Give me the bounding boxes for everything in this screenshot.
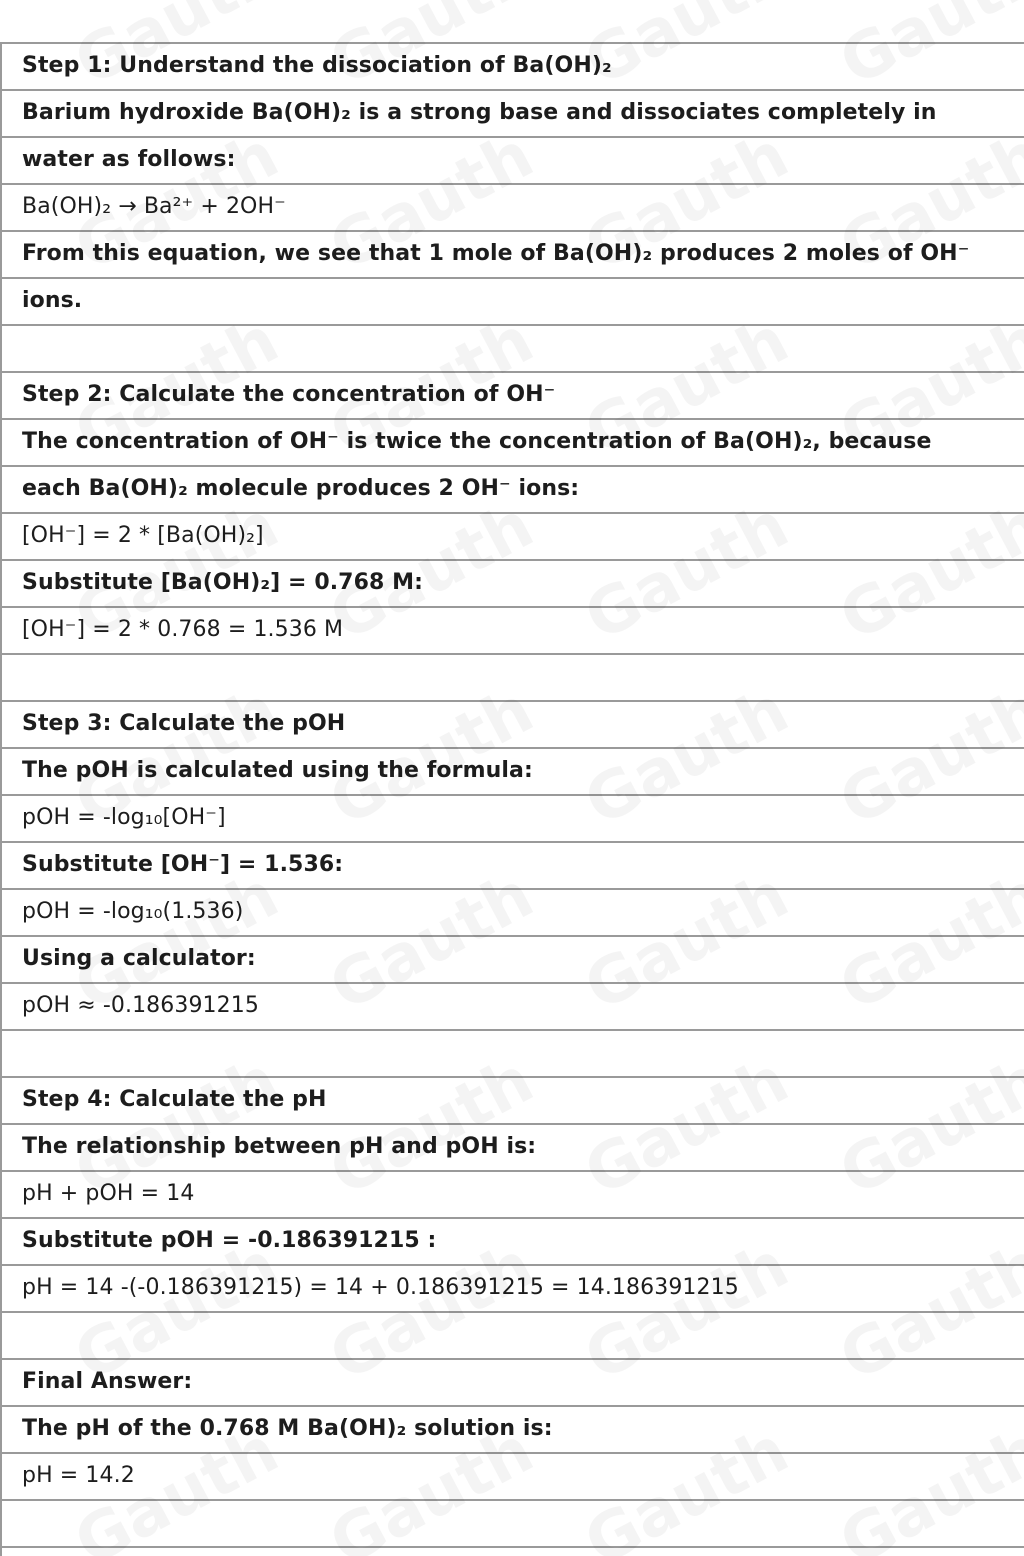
blank-3 (22, 1030, 1012, 1076)
final-equation: pH = 14.2 (22, 1463, 135, 1488)
step4-text-1: The relationship between pH and pOH is: (22, 1134, 537, 1159)
step3-equation-3: pOH ≈ -0.186391215 (22, 993, 259, 1018)
step2-heading: Step 2: Calculate the concentration of OH⁻ (22, 382, 556, 407)
step3-equation-2: pOH = -log₁₀(1.536) (22, 899, 244, 924)
step4-heading: Step 4: Calculate the pH (22, 1087, 327, 1112)
step1-text-2: water as follows: (22, 147, 236, 172)
step3-text-1: The pOH is calculated using the formula: (22, 758, 533, 783)
blank-1 (22, 325, 1012, 371)
step2-text-2: each Ba(OH)₂ molecule produces 2 OH⁻ ions: (22, 476, 580, 501)
step2-equation-1: [OH⁻] = 2 * [Ba(OH)₂] (22, 523, 264, 548)
step3-equation-1: pOH = -log₁₀[OH⁻] (22, 805, 226, 830)
step1-equation: Ba(OH)₂ → Ba²⁺ + 2OH⁻ (22, 194, 286, 219)
step2-text-3: Substitute [Ba(OH)₂] = 0.768 M: (22, 570, 424, 595)
step2-equation-2: [OH⁻] = 2 * 0.768 = 1.536 M (22, 617, 344, 642)
blank-5 (22, 1500, 1012, 1546)
blank-2 (22, 654, 1012, 700)
step3-text-3: Using a calculator: (22, 946, 256, 971)
final-text: The pH of the 0.768 M Ba(OH)₂ solution is: (22, 1416, 553, 1441)
step3-text-2: Substitute [OH⁻] = 1.536: (22, 852, 344, 877)
step1-text-3: From this equation, we see that 1 mole of Ba(OH)₂ produces 2 moles of OH⁻ (22, 241, 970, 266)
step1-heading: Step 1: Understand the dissociation of Ba(OH)₂ (22, 53, 612, 78)
final-heading: Final Answer: (22, 1369, 193, 1394)
blank-4 (22, 1312, 1012, 1358)
step3-heading: Step 3: Calculate the pOH (22, 711, 346, 736)
step4-equation-2: pH = 14 -(-0.186391215) = 14 + 0.186391215 = 14.186391215 (22, 1275, 739, 1300)
margin-line (0, 42, 2, 1556)
step1-text-4: ions. (22, 288, 83, 313)
step4-text-2: Substitute pOH = -0.186391215 : (22, 1228, 437, 1253)
step1-text-1: Barium hydroxide Ba(OH)₂ is a strong base and dissociates completely in (22, 100, 937, 125)
step4-equation-1: pH + pOH = 14 (22, 1181, 195, 1206)
step2-text-1: The concentration of OH⁻ is twice the concentration of Ba(OH)₂, because (22, 429, 932, 454)
ruled-line (0, 1546, 1024, 1548)
